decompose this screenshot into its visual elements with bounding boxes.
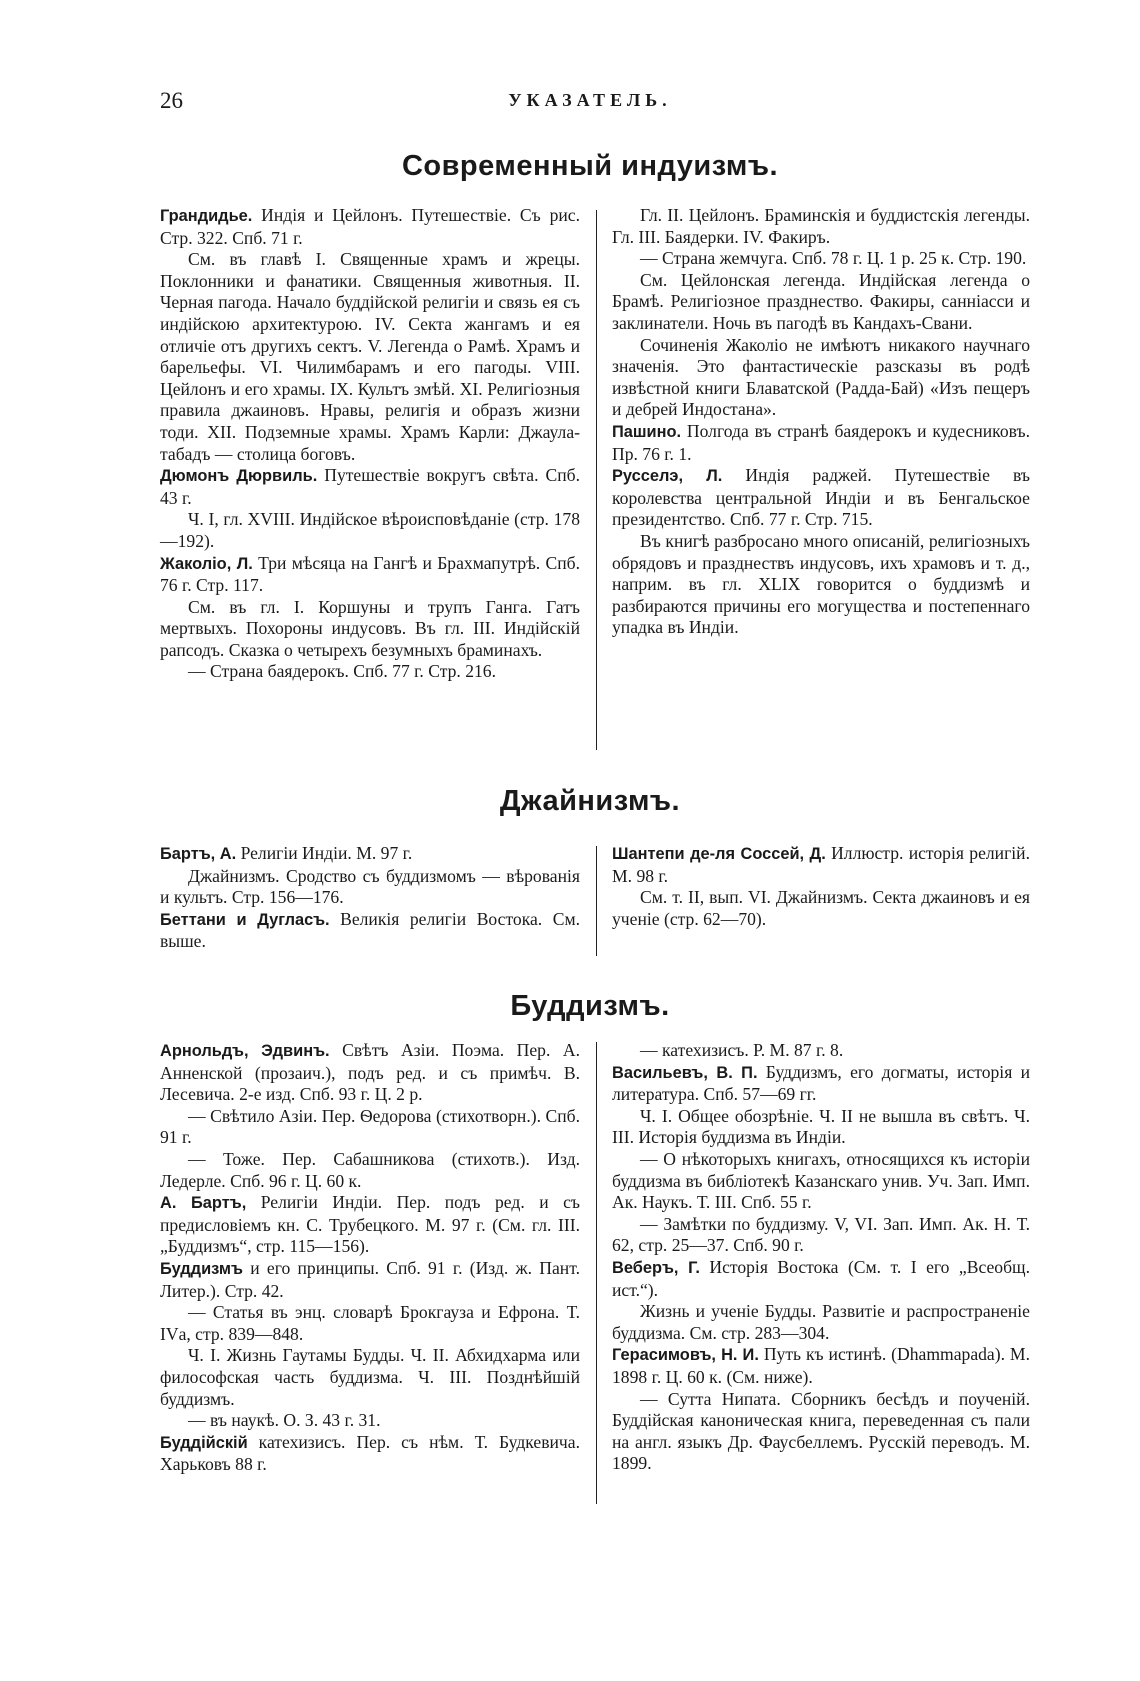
bibliography-entry: [612, 421, 1030, 465]
bibliography-entry: [160, 465, 580, 509]
entry-text: Ч. I. Общее обозрѣніе. Ч. II не вышла въ свѣтъ. Ч. III. Исторія буддизма въ Индіи.: [612, 1105, 1030, 1148]
section-jainism-right-column: [612, 843, 1030, 930]
bibliography-entry: [160, 843, 580, 866]
entry-text: Индія и Цейлонъ. Путешествіе. Съ рис. Стр. 322. Спб. 71 г.: [160, 205, 580, 248]
entry-annotation: [160, 1106, 580, 1149]
entry-author: Жаколіо, Л.: [160, 554, 253, 573]
entry-annotation: [612, 1149, 1030, 1214]
entry-author: Буддизмъ: [160, 1259, 243, 1278]
entry-text: катехизисъ. Пер. съ нѣм. Т. Будкевича. Харьковъ 88 г.: [160, 1431, 580, 1475]
entry-text: Иллюстр. исторія религій. М. 98 г.: [612, 843, 1030, 886]
entry-annotation: [612, 887, 1030, 930]
entry-text: — въ наукѣ. О. З. 43 г. 31.: [188, 1410, 381, 1431]
running-title: УКАЗАТЕЛЬ.: [508, 90, 672, 110]
entry-text: — О нѣкоторыхъ книгахъ, относящихся къ исторіи буддизма въ библіотекѣ Казанскаго унив. Уч. Зап. Имп. Ак. Наукъ. Т. III. Спб. 55 г.: [612, 1148, 1030, 1213]
entry-annotation: [612, 270, 1030, 335]
entry-annotation: [612, 205, 1030, 248]
entry-text: Религіи Индіи. Пер. подъ ред. и съ предисловіемъ кн. С. Трубецкого. М. 97 г. (См. гл. III. „Буддизмъ“, стр. 115—156).: [160, 1192, 581, 1257]
page-number: 26: [160, 88, 183, 113]
entry-text: Исторія Востока (См. т. I его „Всеобщ. ист.“).: [612, 1256, 1030, 1300]
entry-author: Веберъ, Г.: [612, 1258, 700, 1277]
entry-author: Пашино.: [612, 422, 682, 441]
bibliography-entry: [612, 1062, 1030, 1106]
section-hinduism-right-column: [612, 205, 1030, 639]
entry-annotation: [612, 335, 1030, 421]
entry-text: Путешествіе вокругъ свѣта. Спб. 43 г.: [160, 465, 580, 508]
entry-annotation: [612, 1389, 1030, 1475]
entry-text: — Сутта Нипата. Сборникъ бесѣдъ и поученій. Буддійская каноническая книга, переведенная съ пали на англ. языкъ Др. Фаусбеллемъ. Русскій переводъ. М. 1899.: [612, 1388, 1030, 1474]
entry-text: Великія религіи Востока. См. выше.: [160, 908, 580, 952]
entry-annotation: [612, 1040, 1030, 1062]
entry-text: Путь къ истинѣ. (Dhammapada). М. 1898 г. Ц. 60 к. (См. ниже).: [612, 1344, 1030, 1387]
entry-author: Бартъ, А.: [160, 845, 237, 863]
entry-text: Буддизмъ, его догматы, исторія и литература. Спб. 57—69 гг.: [612, 1061, 1030, 1105]
bibliography-entry: [160, 909, 580, 953]
entry-text: — катехизисъ. Р. М. 87 г. 8.: [640, 1040, 844, 1060]
entry-annotation: [160, 661, 580, 683]
bibliography-entry: [612, 843, 1030, 887]
bibliography-entry: [160, 1258, 580, 1302]
entry-annotation: [612, 248, 1030, 270]
entry-annotation: [160, 597, 580, 662]
entry-text: Ч. I. Жизнь Гаутамы Будды. Ч. II. Абхидхарма или философская часть буддизма. Ч. III. Позднѣйшій буддизмъ.: [160, 1345, 580, 1409]
entry-annotation: [160, 509, 580, 552]
entry-author: Васильевъ, В. П.: [612, 1063, 758, 1082]
entry-author: Буддійскій: [160, 1433, 248, 1452]
entry-text: Религіи Индіи. М. 97 г.: [236, 843, 413, 863]
section-hinduism-left-column: [160, 205, 580, 683]
entry-text: — Статья въ энц. словарѣ Брокгауза и Ефрона. Т. IVа, стр. 839—848.: [160, 1302, 580, 1344]
section-title-jainism: Джайнизмъ.: [499, 785, 681, 817]
entry-annotation: [160, 866, 580, 909]
entry-text: Жизнь и ученіе Будды. Развитіе и распространеніе буддизма. См. стр. 283—304.: [612, 1301, 1030, 1343]
entry-author: Беттани и Дугласъ.: [160, 910, 330, 929]
bibliography-entry: [160, 553, 580, 597]
column-divider: [596, 846, 597, 956]
entry-author: Герасимовъ, Н. И.: [612, 1346, 759, 1365]
section-title-buddhism: Буддизмъ.: [510, 990, 670, 1022]
entry-text: Свѣтъ Азіи. Поэма. Пер. А. Анненской (прозаич.), подъ ред. и съ примѣч. В. Лесевича. 2-е изд. Спб. 93 г. Ц. 2 р.: [160, 1040, 580, 1105]
entry-annotation: [612, 1106, 1030, 1149]
bibliography-entry: [160, 1192, 580, 1258]
entry-text: См. т. II, вып. VI. Джайнизмъ. Секта джаиновъ и ея ученіе (стр. 62—70).: [612, 887, 1030, 929]
entry-author: А. Бартъ,: [160, 1194, 247, 1213]
entry-text: См. Цейлонская легенда. Индійская легенда о Брамѣ. Религіозное празднество. Факиры, санніасси и заклинатели. Ночь въ пагодѣ въ Кандахъ-Свани.: [612, 269, 1030, 333]
bibliography-entry: [160, 1040, 580, 1106]
entry-text: См. въ гл. I. Коршуны и трупъ Ганга. Гатъ мертвыхъ. Похороны индусовъ. Въ гл. III. Индійскій рапсодъ. Сказка о четырехъ безумныхъ браминахъ.: [160, 596, 580, 660]
entry-text: — Страна жемчуга. Спб. 78 г. Ц. 1 р. 25 к. Стр. 190.: [640, 248, 1027, 269]
section-buddhism-left-column: [160, 1040, 580, 1476]
entry-author: Русселэ, Л.: [612, 467, 723, 486]
column-divider: [596, 210, 597, 750]
entry-annotation: [612, 1214, 1030, 1257]
entry-text: Гл. II. Цейлонъ. Браминскія и буддистскія легенды. Гл. III. Баядерки. IV. Факиръ.: [612, 205, 1030, 247]
entry-text: Джайнизмъ. Сродство съ буддизмомъ — вѣрованія и культъ. Стр. 156—176.: [160, 865, 580, 908]
entry-author: Шантепи де-ля Соссей, Д.: [612, 845, 826, 863]
entry-text: — Замѣтки по буддизму. V, VI. Зап. Имп. Ак. Н. Т. 62, стр. 25—37. Спб. 90 г.: [612, 1213, 1030, 1256]
bibliography-entry: [160, 1432, 580, 1476]
entry-author: Арнольдъ, Эдвинъ.: [160, 1042, 330, 1060]
entry-author: Дюмонъ Дюрвиль.: [160, 467, 318, 486]
entry-text: — Страна баядерокъ. Спб. 77 г. Стр. 216.: [188, 661, 496, 682]
bibliography-entry: [612, 1344, 1030, 1388]
section-title-hinduism: Современный индуизмъ.: [401, 150, 779, 182]
entry-text: — Тоже. Пер. Сабашникова (стихотв.). Изд. Ледерле. Спб. 96 г. Ц. 60 к.: [160, 1148, 580, 1191]
entry-text: См. въ главѣ I. Священные храмъ и жрецы. Поклонники и фанатики. Священныя животныя. II. Черная пагода. Начало буддійской религіи и связь ея съ индійскою архитектурою. IV. Секта жангамъ и ея отличіе отъ другихъ сектъ. V. Легенда о Рамѣ. Храмъ и барельефы. VI. Чилимбарамъ и его пагоды. VIII. Цейлонъ и его храмы. IX. Культъ змѣй. XI. Религіозныя правила джаиновъ. Нравы, религія и образъ жизни тоди. XII. Подземные храмы. Храмъ Карли: Джаула-табадъ — столица боговъ.: [160, 249, 580, 464]
entry-annotation: [612, 531, 1030, 639]
entry-text: и его принципы. Спб. 91 г. (Изд. ж. Пант. Литер.). Стр. 42.: [160, 1257, 580, 1301]
entry-text: Три мѣсяца на Гангѣ и Брахмапутрѣ. Спб. 76 г. Стр. 117.: [160, 552, 580, 596]
running-head: [160, 88, 1020, 118]
bibliography-entry: [160, 205, 580, 249]
entry-text: Ч. I, гл. XVIII. Индійское вѣроисповѣданіе (стр. 178—192).: [160, 509, 580, 551]
section-buddhism-right-column: [612, 1040, 1030, 1475]
entry-author: Грандидье.: [160, 207, 253, 225]
entry-annotation: [612, 1301, 1030, 1344]
entry-text: — Свѣтило Азіи. Пер. Ѳедорова (стихотворн.). Спб. 91 г.: [160, 1105, 580, 1148]
entry-annotation: [160, 1410, 580, 1432]
entry-text: Сочиненія Жаколіо не имѣютъ никакого научнаго значенія. Это фантастическіе разсказы въ родѣ извѣстной книги Блаватской (Радда-Бай) «Изъ пещеръ и дебрей Индостана».: [612, 334, 1030, 420]
entry-text: Полгода въ странѣ баядерокъ и кудесниковъ. Пр. 76 г. 1.: [612, 420, 1030, 464]
bibliography-entry: [612, 465, 1030, 531]
entry-annotation: [160, 1149, 580, 1192]
bibliography-entry: [612, 1257, 1030, 1301]
entry-annotation: [160, 1302, 580, 1345]
section-jainism-left-column: [160, 843, 580, 953]
entry-text: Въ книгѣ разбросано много описаній, религіозныхъ обрядовъ и празднествъ индусовъ, ихъ храмовъ и т. д., наприм. въ гл. XLIX говорится о буддизмѣ и разбираются причины его могущества и постепеннаго упадка въ Индіи.: [612, 530, 1030, 638]
entry-annotation: [160, 1345, 580, 1410]
entry-text: Индія раджей. Путешествіе въ королевства центральной Индіи и въ Бенгальское президентство. Спб. 77 г. Стр. 715.: [612, 465, 1030, 530]
column-divider: [596, 1042, 597, 1504]
entry-annotation: [160, 249, 580, 465]
